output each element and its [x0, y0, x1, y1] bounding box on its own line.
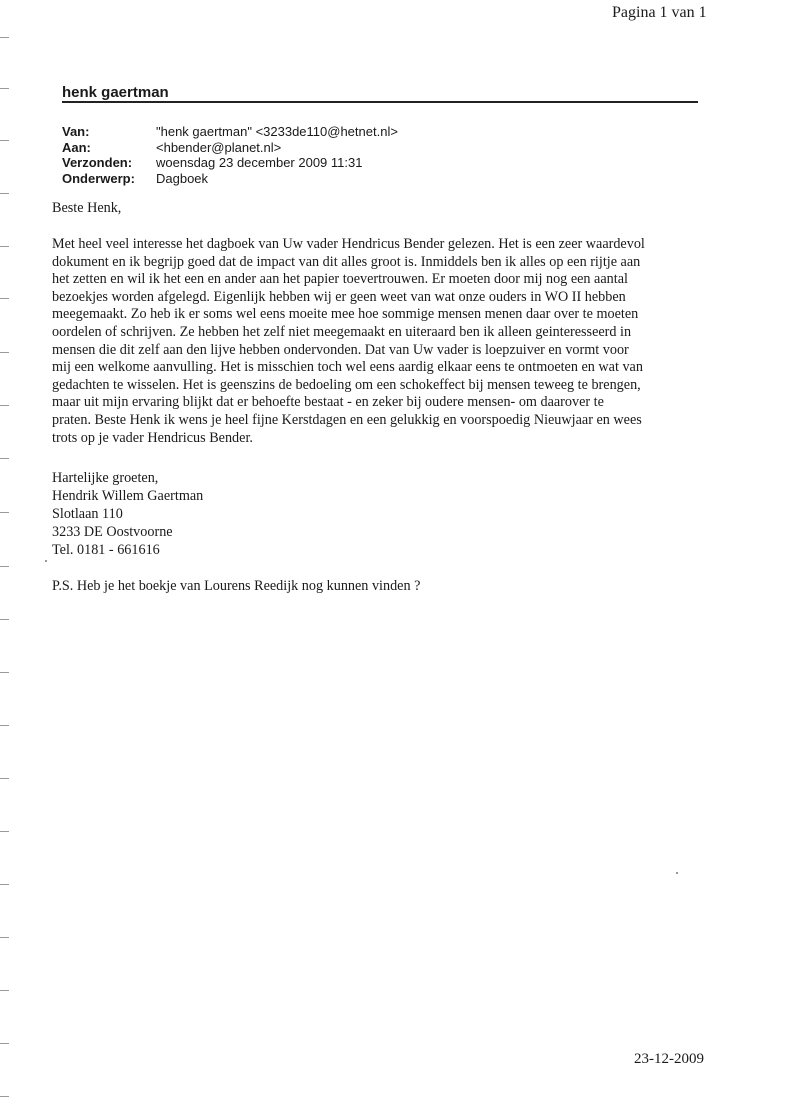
paragraph-line: het zetten en wil ik het een en ander aan het papier toevertrouwen. Er moeten door mij nog een aantal — [52, 271, 628, 288]
email-header-fields — [62, 124, 398, 186]
scan-margin-marks — [0, 0, 12, 1115]
margin-tick — [0, 884, 9, 885]
margin-tick — [0, 990, 9, 991]
margin-tick — [0, 725, 9, 726]
paragraph-line: praten. Beste Henk ik wens je heel fijne Kerstdagen en een gelukkig en voorspoedig Nieuwjaar en wees — [52, 411, 642, 428]
margin-tick — [0, 37, 9, 38]
field-to — [62, 140, 398, 156]
paragraph-line: maar uit mijn ervaring blijkt dat er behoefte bestaat - en zeker bij oudere mensen- om daarover te — [52, 394, 604, 411]
margin-tick — [0, 88, 9, 89]
paragraph-line: dokument en ik begrijp goed dat de impact van dit alles groot is. Inmiddels ben ik alles op een rijtje aan — [52, 253, 641, 270]
scan-speck — [676, 872, 678, 874]
paragraph-line: bezoekjes worden afgelegd. Eigenlijk hebben wij er geen weet van wat onze ouders in WO II hebben — [52, 288, 626, 305]
closing-line: Hartelijke groeten, — [52, 470, 159, 486]
margin-tick — [0, 672, 9, 673]
margin-tick — [0, 193, 9, 194]
field-from — [62, 124, 398, 140]
paragraph-line: gedachten te wisselen. Het is geenszins de bedoeling om een schokeffect bij mensen teweeg te brengen, — [52, 376, 641, 393]
signature-block — [52, 470, 203, 560]
margin-tick — [0, 1096, 9, 1097]
paragraph-line: mensen die dit zelf aan den lijve hebben ondervonden. Dat van Uw vader is loepzuiver en vormt voor — [52, 341, 629, 358]
field-value: woensdag 23 december 2009 11:31 — [156, 155, 363, 170]
margin-tick — [0, 458, 9, 459]
address-street: Slotlaan 110 — [52, 506, 123, 522]
field-label: Van: — [62, 124, 90, 139]
margin-tick — [0, 566, 9, 567]
field-label: Verzonden: — [62, 155, 133, 170]
body-paragraph — [52, 236, 645, 447]
print-date: 23-12-2009 — [634, 1051, 704, 1067]
signature-name: Hendrik Willem Gaertman — [52, 488, 204, 504]
paragraph-line: meegemaakt. Zo heb ik er soms wel eens moeite mee hoe sommige mensen menen daar over te moeten — [52, 306, 639, 323]
margin-tick — [0, 512, 9, 513]
page-number: Pagina 1 van 1 — [612, 4, 707, 21]
field-value: Dagboek — [156, 170, 209, 186]
heading-divider — [62, 101, 698, 103]
field-label: Aan: — [62, 139, 91, 155]
margin-tick — [0, 619, 9, 620]
greeting: Beste Henk, — [52, 200, 122, 216]
paragraph-line: trots op je vader Hendricus Bender. — [52, 429, 253, 446]
field-label: Onderwerp: — [62, 170, 135, 186]
paragraph-line: mij een welkome aanvulling. Het is misschien toch wel eens aardig elkaar eens te ontmoeten en wat van — [52, 359, 643, 376]
scan-speck — [45, 560, 47, 562]
paragraph-line: oordelen of schrijven. Ze hebben het zelf niet meegemaakt en uiteraard ben ik alleen geinteresseerd in — [52, 323, 632, 340]
margin-tick — [0, 1043, 9, 1044]
margin-tick — [0, 352, 9, 353]
field-sent — [62, 155, 398, 171]
margin-tick — [0, 778, 9, 779]
margin-tick — [0, 937, 9, 938]
margin-tick — [0, 246, 9, 247]
field-subject — [62, 171, 398, 187]
phone-number: Tel. 0181 - 661616 — [52, 542, 160, 558]
margin-tick — [0, 831, 9, 832]
address-city: 3233 DE Oostvoorne — [52, 524, 173, 540]
field-value: <hbender@planet.nl> — [156, 139, 282, 155]
margin-tick — [0, 140, 9, 141]
sender-name-heading: henk gaertman — [62, 84, 169, 101]
margin-tick — [0, 405, 9, 406]
paragraph-line: Met heel veel interesse het dagboek van Uw vader Hendricus Bender gelezen. Het is een zeer waardevol — [52, 236, 645, 252]
margin-tick — [0, 298, 9, 299]
field-value: "henk gaertman" <3233de110@hetnet.nl> — [156, 124, 398, 139]
postscript: P.S. Heb je het boekje van Lourens Reedijk nog kunnen vinden ? — [52, 578, 421, 594]
